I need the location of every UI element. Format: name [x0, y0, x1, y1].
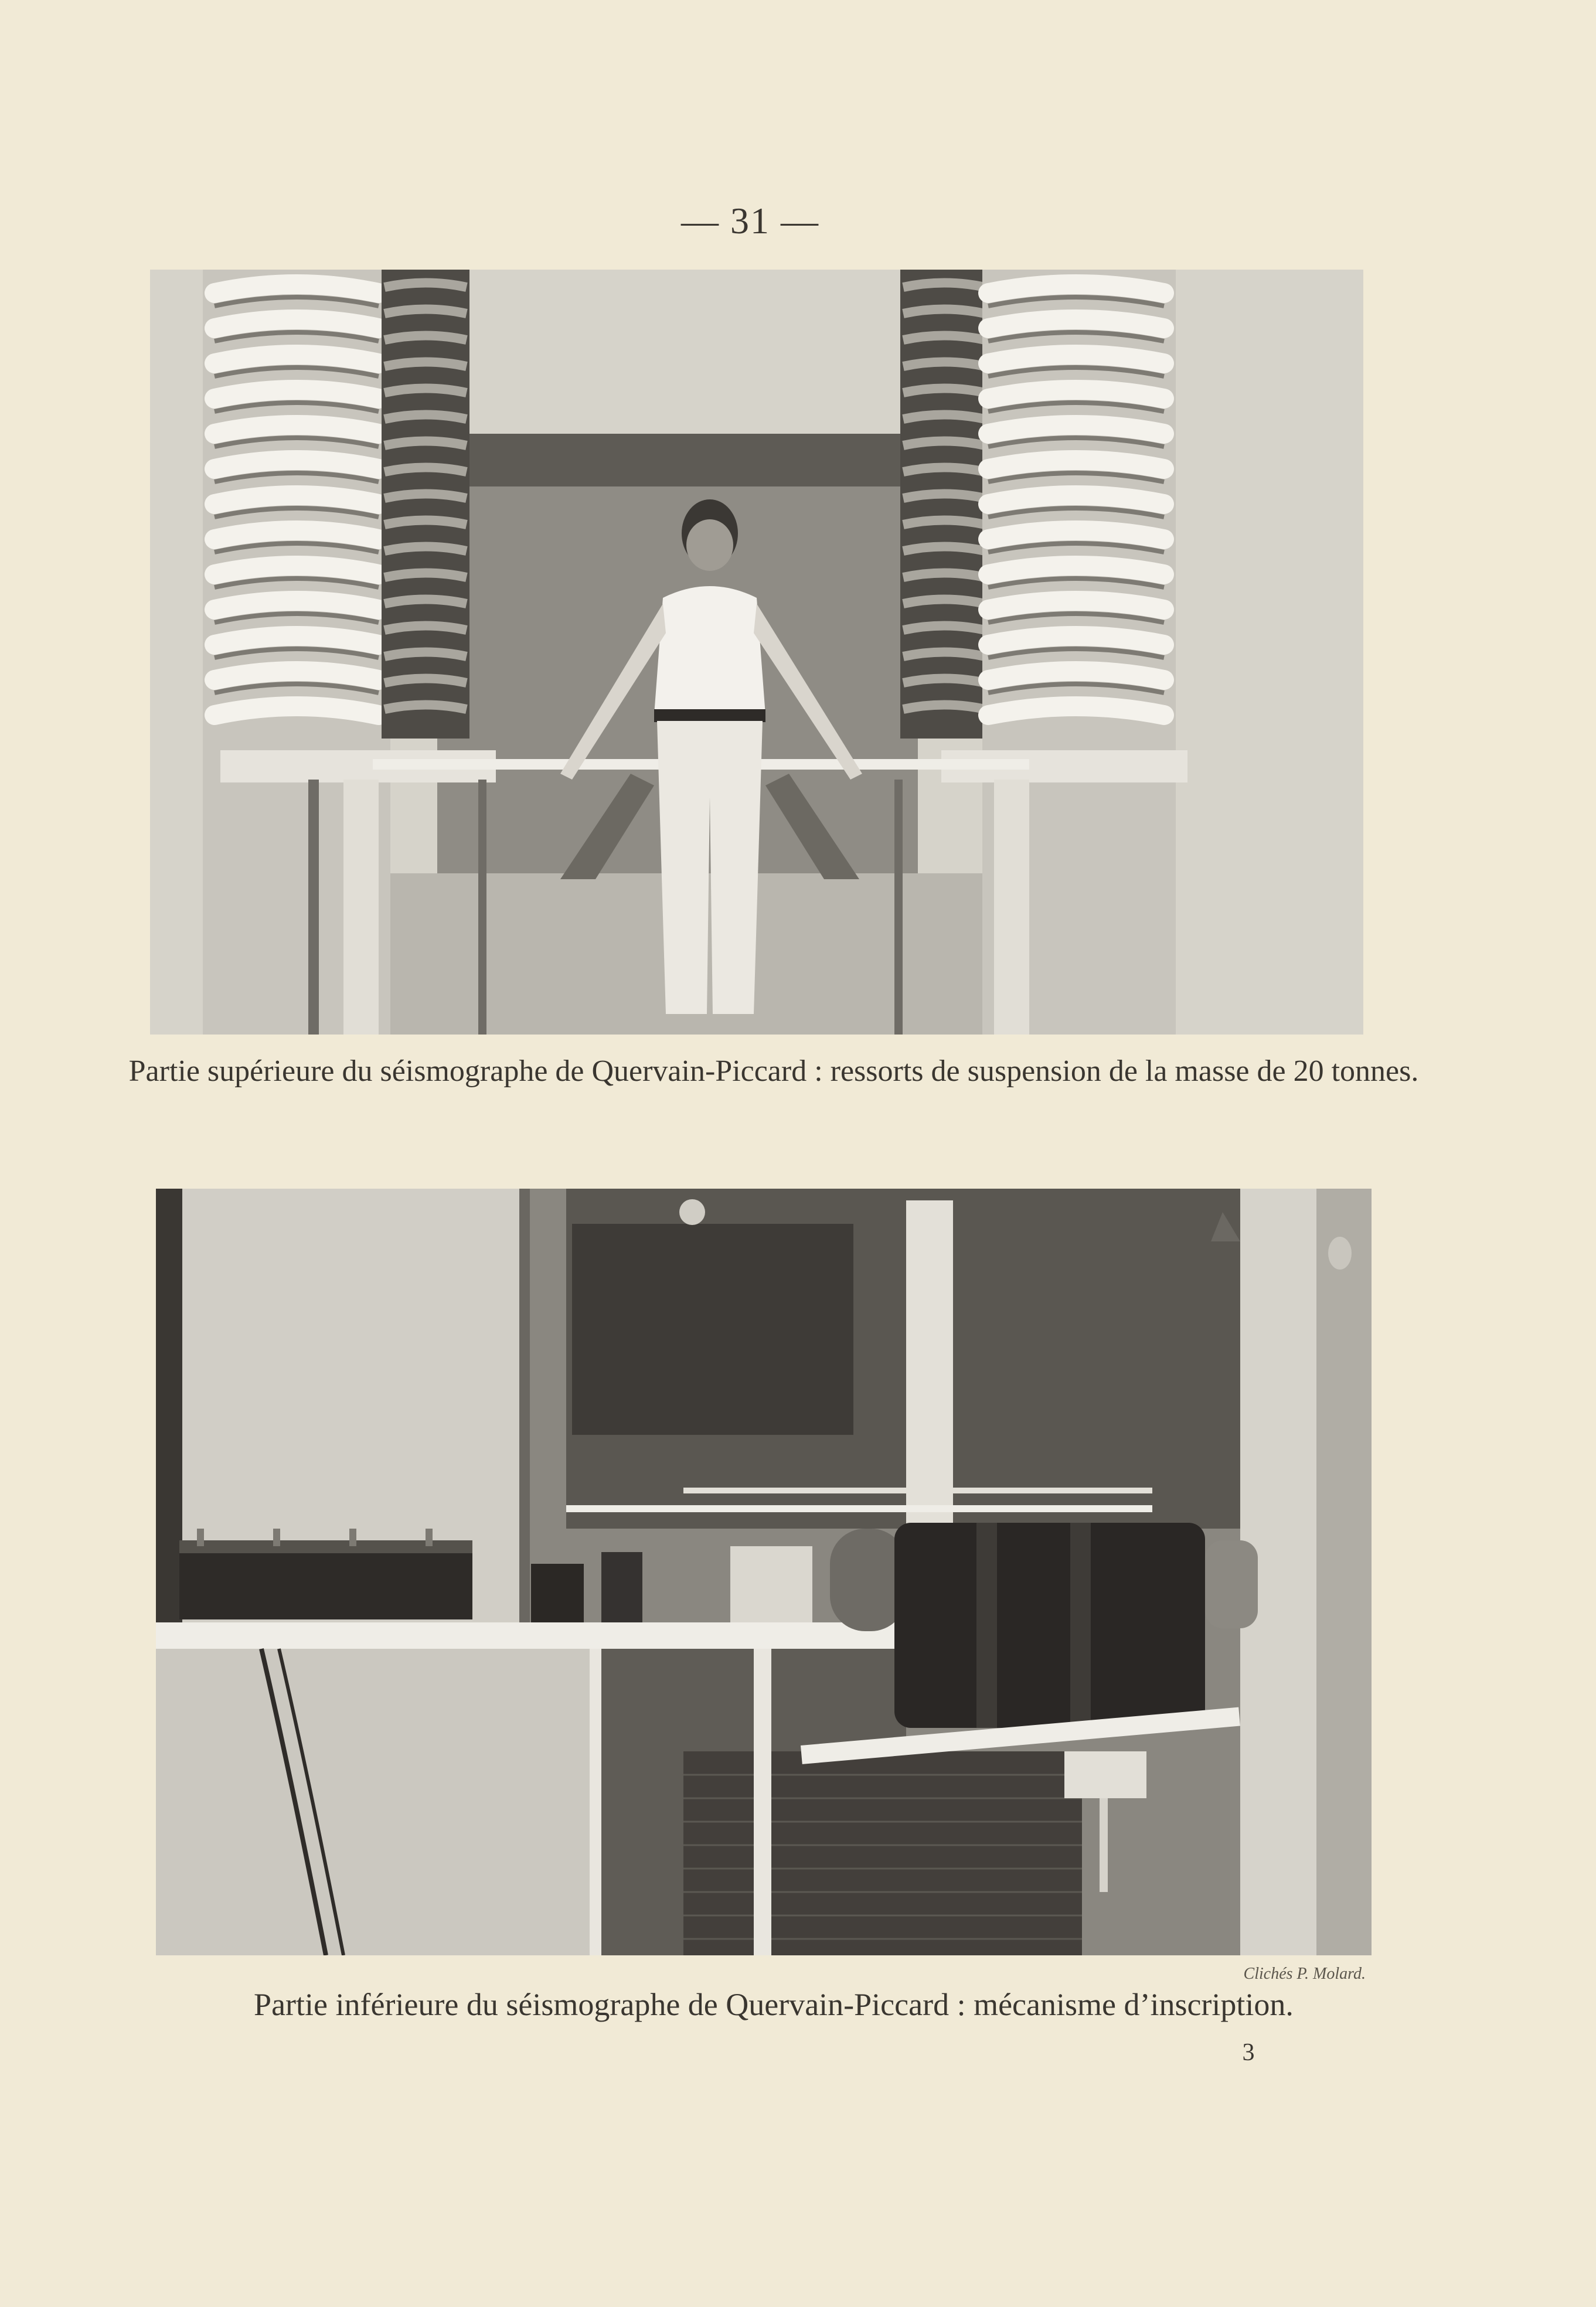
photo-caption-top: Partie supérieure du séismographe de Quervain-Piccard : ressorts de suspension de la masse de 20 tonnes.: [128, 1054, 1419, 1088]
photo-springs: [150, 270, 1363, 1035]
photo-credit: Clichés P. Molard.: [1243, 1965, 1366, 1983]
photo-recording-mechanism-image: [156, 1189, 1372, 1955]
page-number: — 31 —: [681, 200, 819, 241]
photo-recording-mechanism: [156, 1189, 1372, 1955]
photo-caption-bottom: Partie inférieure du séismographe de Quervain-Piccard : mécanisme d’inscription.: [254, 1987, 1294, 2022]
photo-springs-image: [150, 270, 1363, 1035]
signature-mark: 3: [1242, 2039, 1255, 2066]
